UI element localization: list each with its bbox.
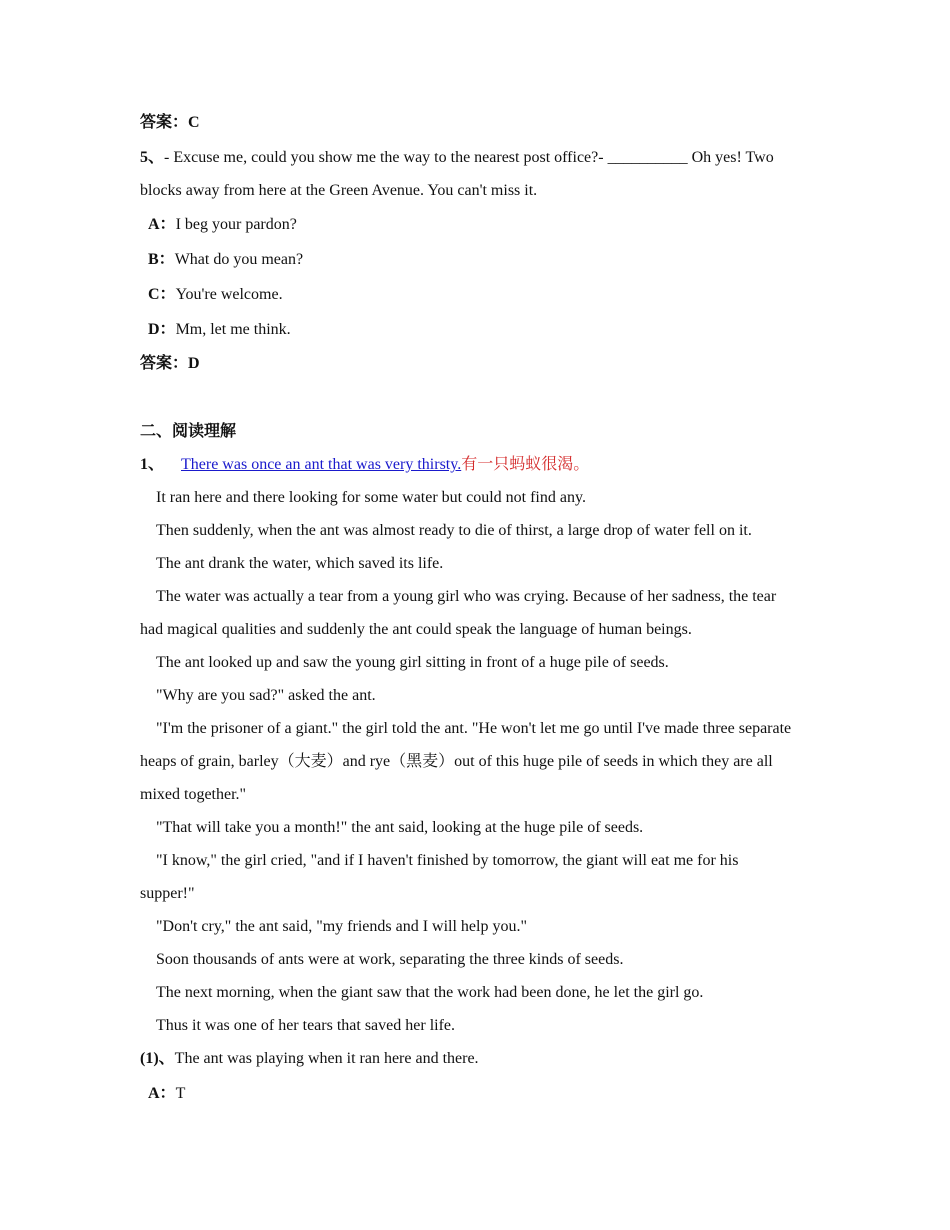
paragraph-7-line-2: heaps of grain, barley（大麦）and rye（黑麦）out of this huge pile of seeds in which they are all — [140, 753, 773, 770]
option-a-key: A： — [148, 1085, 176, 1102]
paragraph-1: It ran here and there looking for some water but could not find any. — [156, 489, 586, 506]
paragraph-11: Soon thousands of ants were at work, separating the three kinds of seeds. — [156, 951, 624, 968]
first-sentence-link[interactable]: There was once an ant that was very thirsty. — [181, 456, 462, 473]
answer-label: 答案： — [140, 114, 189, 131]
answer-line-prev — [140, 106, 810, 139]
option-a — [140, 207, 810, 242]
option-a-text: T — [175, 1085, 186, 1102]
option-b-key: B： — [148, 251, 175, 268]
option-b-text: What do you mean? — [174, 251, 304, 268]
paragraph-5: The ant looked up and saw the young girl sitting in front of a huge pile of seeds. — [156, 654, 669, 671]
question-5-text-1: - Excuse me, could you show me the way to the nearest post office?- __________ Oh yes! Two — [164, 149, 774, 166]
option-a-key: A： — [148, 216, 176, 233]
reading-1-number: 1、 — [140, 456, 165, 473]
sub-question-1 — [140, 1042, 810, 1076]
option-b — [140, 242, 810, 277]
reading-1-first-line — [140, 448, 810, 481]
paragraph-6: "Why are you sad?" asked the ant. — [156, 687, 376, 704]
first-sentence-translation: 有一只蚂蚁很渴。 — [461, 456, 590, 473]
paragraph-2: Then suddenly, when the ant was almost ready to die of thirst, a large drop of water fell on it. — [156, 522, 752, 539]
paragraph-9-line-1: "I know," the girl cried, "and if I haven't finished by tomorrow, the giant will eat me for his — [156, 852, 739, 869]
option-c — [140, 277, 810, 312]
paragraph-13: Thus it was one of her tears that saved her life. — [156, 1017, 456, 1034]
document-page — [140, 106, 810, 1111]
question-5-text-2: blocks away from here at the Green Avenue. You can't miss it. — [140, 182, 538, 199]
answer-line-q5 — [140, 347, 810, 380]
section-2-heading: 二、阅读理解 — [140, 423, 237, 440]
paragraph-4-line-1: The water was actually a tear from a young girl who was crying. Because of her sadness, the tear — [156, 588, 777, 605]
sub-question-1-text: The ant was playing when it ran here and there. — [174, 1050, 479, 1067]
paragraph-12: The next morning, when the giant saw that the work had been done, he let the girl go. — [156, 984, 704, 1001]
answer-value: C — [188, 114, 200, 131]
paragraph-3: The ant drank the water, which saved its life. — [156, 555, 444, 572]
paragraph-9-line-2: supper!" — [140, 885, 195, 902]
paragraph-10: "Don't cry," the ant said, "my friends and I will help you." — [156, 918, 528, 935]
option-d-text: Mm, let me think. — [175, 321, 291, 338]
option-c-text: You're welcome. — [175, 286, 283, 303]
sub-question-1-option-a — [140, 1076, 810, 1111]
answer-value: D — [188, 355, 200, 372]
option-c-key: C： — [148, 286, 176, 303]
question-5-number: 5、 — [140, 149, 165, 166]
paragraph-8: "That will take you a month!" the ant said, looking at the huge pile of seeds. — [156, 819, 644, 836]
option-d-key: D： — [148, 321, 176, 338]
paragraph-7-line-1: "I'm the prisoner of a giant." the girl told the ant. "He won't let me go until I've made three separate — [156, 720, 792, 737]
question-5-line-1 — [140, 141, 810, 174]
option-a-text: I beg your pardon? — [175, 216, 297, 233]
sub-question-1-number: (1)、 — [140, 1050, 175, 1067]
answer-label: 答案： — [140, 355, 189, 372]
paragraph-4-line-2: had magical qualities and suddenly the ant could speak the language of human beings. — [140, 621, 692, 638]
option-d — [140, 312, 810, 347]
spacer — [140, 380, 810, 415]
question-5-line-2 — [140, 174, 810, 207]
paragraph-7-line-3: mixed together." — [140, 786, 247, 803]
